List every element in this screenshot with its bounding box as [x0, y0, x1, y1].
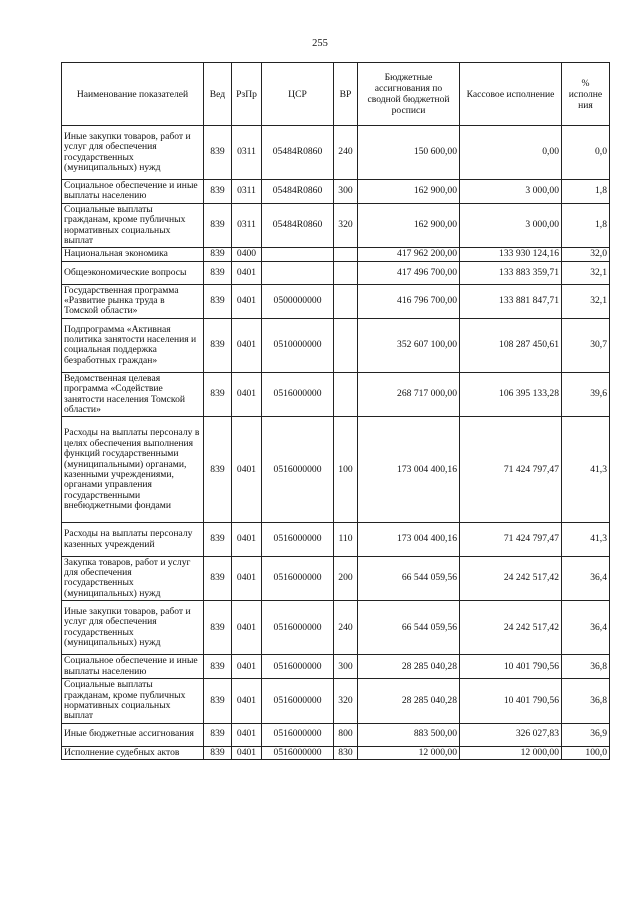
table-row	[62, 248, 610, 261]
cell-name: Государственная программа «Развитие рынка труда в Томской области»	[62, 284, 204, 318]
cell-cash: 71 424 797,47	[460, 523, 562, 556]
cell-csr	[262, 248, 334, 261]
cell-rzpr: 0401	[232, 655, 262, 679]
cell-rzpr: 0311	[232, 126, 262, 180]
cell-cash: 133 883 359,71	[460, 261, 562, 284]
cell-ved: 839	[204, 180, 232, 204]
cell-pct: 39,6	[562, 372, 610, 417]
header-csr: ЦСР	[262, 63, 334, 126]
cell-pct: 36,9	[562, 723, 610, 746]
cell-vr: 100	[334, 417, 358, 523]
cell-pct: 36,8	[562, 655, 610, 679]
table-row	[62, 523, 610, 556]
cell-vr	[334, 372, 358, 417]
table-row	[62, 723, 610, 746]
cell-ved: 839	[204, 126, 232, 180]
cell-ved: 839	[204, 261, 232, 284]
cell-budget: 150 600,00	[358, 126, 460, 180]
cell-ved: 839	[204, 556, 232, 601]
cell-rzpr: 0401	[232, 318, 262, 372]
cell-csr	[262, 261, 334, 284]
cell-cash: 10 401 790,56	[460, 679, 562, 724]
cell-vr	[334, 261, 358, 284]
cell-csr: 0516000000	[262, 655, 334, 679]
cell-cash: 24 242 517,42	[460, 556, 562, 601]
cell-vr	[334, 318, 358, 372]
table-row	[62, 261, 610, 284]
cell-cash: 3 000,00	[460, 203, 562, 248]
cell-rzpr: 0401	[232, 679, 262, 724]
cell-csr: 0516000000	[262, 746, 334, 759]
cell-csr: 05484R0860	[262, 126, 334, 180]
table-header-row	[62, 63, 610, 126]
cell-name: Социальное обеспечение и иные выплаты населению	[62, 655, 204, 679]
cell-cash: 71 424 797,47	[460, 417, 562, 523]
cell-name: Иные закупки товаров, работ и услуг для обеспечения государственных (муниципальных) нужд	[62, 601, 204, 655]
cell-budget: 173 004 400,16	[358, 417, 460, 523]
cell-pct: 41,3	[562, 417, 610, 523]
cell-name: Ведомственная целевая программа «Содействие занятости населения Томской области»	[62, 372, 204, 417]
budget-table	[61, 62, 610, 760]
cell-pct: 32,0	[562, 248, 610, 261]
cell-ved: 839	[204, 284, 232, 318]
cell-name: Социальные выплаты гражданам, кроме публичных нормативных социальных выплат	[62, 679, 204, 724]
table-body	[62, 126, 610, 760]
header-ved: Вед	[204, 63, 232, 126]
cell-ved: 839	[204, 417, 232, 523]
cell-budget: 66 544 059,56	[358, 601, 460, 655]
cell-ved: 839	[204, 372, 232, 417]
cell-rzpr: 0311	[232, 180, 262, 204]
cell-rzpr: 0401	[232, 417, 262, 523]
cell-ved: 839	[204, 318, 232, 372]
cell-vr: 200	[334, 556, 358, 601]
cell-vr	[334, 284, 358, 318]
cell-rzpr: 0401	[232, 746, 262, 759]
cell-name: Иные закупки товаров, работ и услуг для обеспечения государственных (муниципальных) нужд	[62, 126, 204, 180]
cell-pct: 36,8	[562, 679, 610, 724]
cell-name: Общеэкономические вопросы	[62, 261, 204, 284]
cell-csr: 05484R0860	[262, 180, 334, 204]
cell-ved: 839	[204, 248, 232, 261]
table-row	[62, 180, 610, 204]
table-row	[62, 318, 610, 372]
cell-rzpr: 0401	[232, 601, 262, 655]
header-name: Наименование показателей	[62, 63, 204, 126]
cell-cash: 326 027,83	[460, 723, 562, 746]
cell-name: Расходы на выплаты персоналу в целях обеспечения выполнения функций государственными (муниципальными) органами, казенными учреждениями, органами управления государственными внебюджетными фондами	[62, 417, 204, 523]
cell-ved: 839	[204, 655, 232, 679]
cell-vr: 320	[334, 679, 358, 724]
cell-rzpr: 0401	[232, 523, 262, 556]
header-vr: ВР	[334, 63, 358, 126]
table-row	[62, 372, 610, 417]
cell-csr: 0516000000	[262, 679, 334, 724]
cell-vr: 300	[334, 655, 358, 679]
cell-ved: 839	[204, 601, 232, 655]
cell-csr: 0516000000	[262, 372, 334, 417]
cell-name: Расходы на выплаты персоналу казенных учреждений	[62, 523, 204, 556]
cell-cash: 10 401 790,56	[460, 655, 562, 679]
cell-vr: 240	[334, 601, 358, 655]
cell-csr: 0516000000	[262, 523, 334, 556]
cell-name: Закупка товаров, работ и услуг для обеспечения государственных (муниципальных) нужд	[62, 556, 204, 601]
cell-vr: 240	[334, 126, 358, 180]
cell-rzpr: 0401	[232, 372, 262, 417]
cell-pct: 41,3	[562, 523, 610, 556]
cell-ved: 839	[204, 679, 232, 724]
cell-budget: 28 285 040,28	[358, 655, 460, 679]
cell-budget: 162 900,00	[358, 180, 460, 204]
cell-name: Национальная экономика	[62, 248, 204, 261]
cell-rzpr: 0401	[232, 261, 262, 284]
cell-budget: 416 796 700,00	[358, 284, 460, 318]
cell-vr: 300	[334, 180, 358, 204]
cell-pct: 1,8	[562, 180, 610, 204]
cell-rzpr: 0401	[232, 723, 262, 746]
cell-csr: 0516000000	[262, 417, 334, 523]
cell-cash: 12 000,00	[460, 746, 562, 759]
cell-csr: 05484R0860	[262, 203, 334, 248]
cell-ved: 839	[204, 723, 232, 746]
table-row	[62, 746, 610, 759]
cell-cash: 133 881 847,71	[460, 284, 562, 318]
header-budget: Бюджетные ассигнования по сводной бюджетной росписи	[358, 63, 460, 126]
cell-csr: 0510000000	[262, 318, 334, 372]
cell-name: Исполнение судебных актов	[62, 746, 204, 759]
cell-budget: 417 962 200,00	[358, 248, 460, 261]
cell-ved: 839	[204, 746, 232, 759]
table-row	[62, 203, 610, 248]
cell-vr: 830	[334, 746, 358, 759]
cell-pct: 32,1	[562, 284, 610, 318]
table-row	[62, 126, 610, 180]
cell-budget: 417 496 700,00	[358, 261, 460, 284]
cell-budget: 162 900,00	[358, 203, 460, 248]
cell-cash: 108 287 450,61	[460, 318, 562, 372]
table-row	[62, 284, 610, 318]
cell-rzpr: 0401	[232, 556, 262, 601]
header-cash: Кассовое исполнение	[460, 63, 562, 126]
cell-cash: 106 395 133,28	[460, 372, 562, 417]
table-row	[62, 417, 610, 523]
cell-pct: 30,7	[562, 318, 610, 372]
cell-name: Подпрограмма «Активная политика занятости населения и социальная поддержка безработных граждан»	[62, 318, 204, 372]
cell-rzpr: 0311	[232, 203, 262, 248]
cell-pct: 32,1	[562, 261, 610, 284]
cell-rzpr: 0401	[232, 284, 262, 318]
cell-cash: 133 930 124,16	[460, 248, 562, 261]
cell-csr: 0516000000	[262, 723, 334, 746]
cell-csr: 0516000000	[262, 556, 334, 601]
table-row	[62, 556, 610, 601]
cell-pct: 100,0	[562, 746, 610, 759]
table-row	[62, 601, 610, 655]
cell-rzpr: 0400	[232, 248, 262, 261]
cell-csr: 0500000000	[262, 284, 334, 318]
page-number: 255	[312, 38, 328, 49]
cell-vr: 800	[334, 723, 358, 746]
cell-cash: 0,00	[460, 126, 562, 180]
cell-budget: 352 607 100,00	[358, 318, 460, 372]
cell-pct: 36,4	[562, 556, 610, 601]
cell-ved: 839	[204, 203, 232, 248]
cell-budget: 883 500,00	[358, 723, 460, 746]
cell-name: Иные бюджетные ассигнования	[62, 723, 204, 746]
cell-vr: 320	[334, 203, 358, 248]
cell-budget: 173 004 400,16	[358, 523, 460, 556]
cell-budget: 66 544 059,56	[358, 556, 460, 601]
table-row	[62, 655, 610, 679]
cell-name: Социальные выплаты гражданам, кроме публичных нормативных социальных выплат	[62, 203, 204, 248]
cell-vr	[334, 248, 358, 261]
cell-name: Социальное обеспечение и иные выплаты населению	[62, 180, 204, 204]
cell-pct: 1,8	[562, 203, 610, 248]
header-pct: % исполне ния	[562, 63, 610, 126]
header-rzpr: РзПр	[232, 63, 262, 126]
cell-cash: 3 000,00	[460, 180, 562, 204]
cell-pct: 36,4	[562, 601, 610, 655]
cell-pct: 0,0	[562, 126, 610, 180]
cell-budget: 12 000,00	[358, 746, 460, 759]
cell-vr: 110	[334, 523, 358, 556]
cell-budget: 268 717 000,00	[358, 372, 460, 417]
cell-csr: 0516000000	[262, 601, 334, 655]
cell-budget: 28 285 040,28	[358, 679, 460, 724]
cell-cash: 24 242 517,42	[460, 601, 562, 655]
table-row	[62, 679, 610, 724]
cell-ved: 839	[204, 523, 232, 556]
